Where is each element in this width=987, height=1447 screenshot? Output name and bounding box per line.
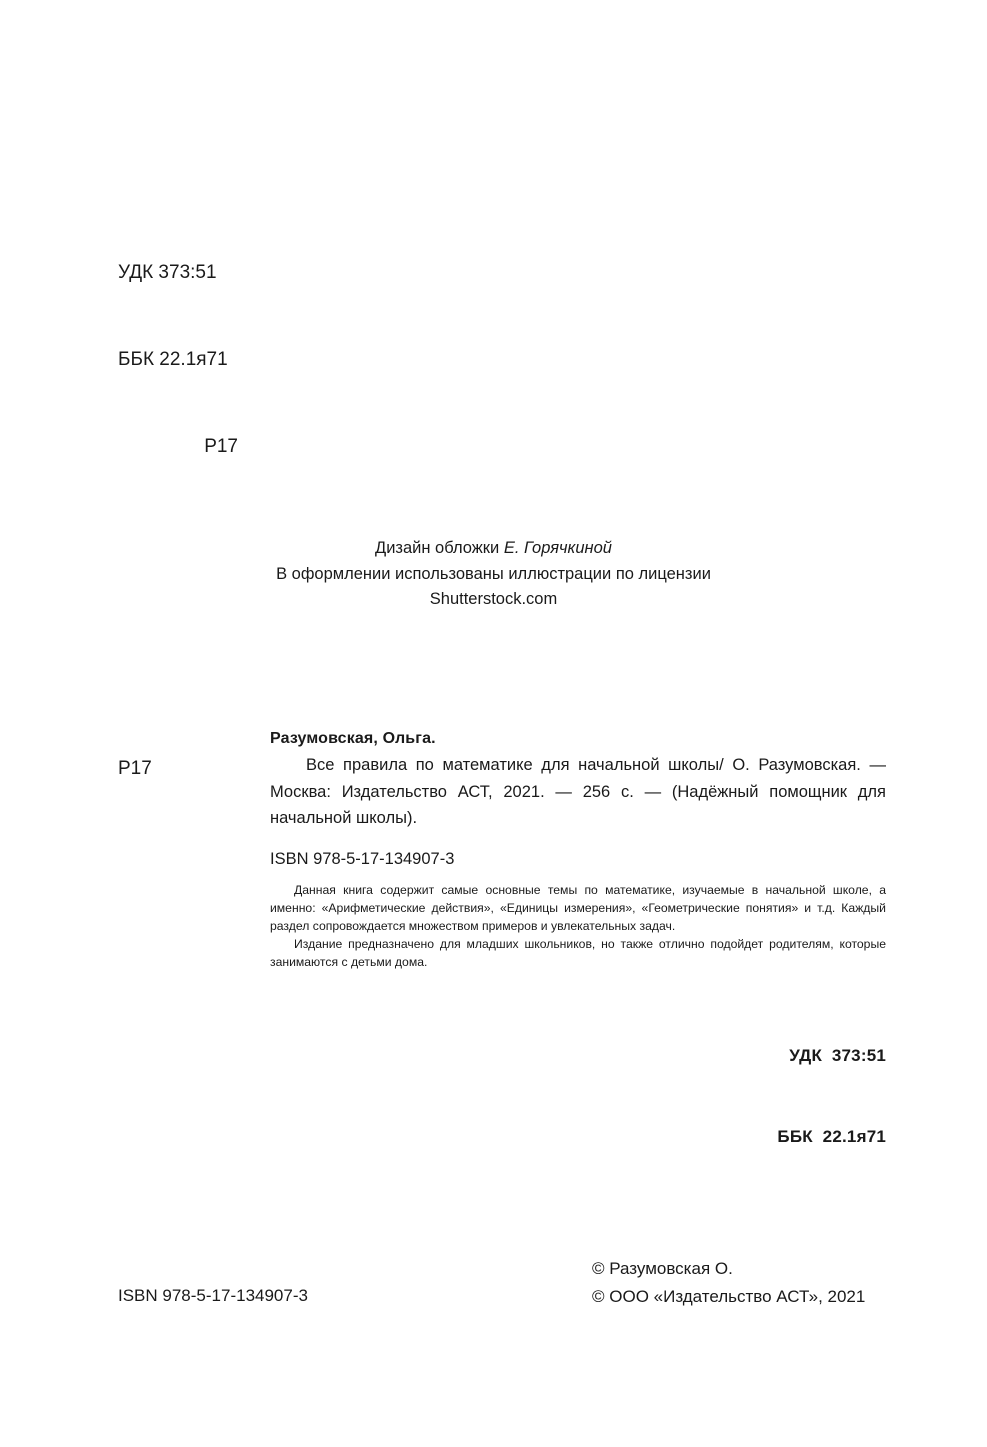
classification-codes-repeat-block: [560, 988, 886, 1204]
footer-isbn: ISBN 978-5-17-134907-3: [118, 1286, 308, 1305]
stock-source-line: Shutterstock.com: [429, 590, 558, 608]
bbk-code: ББК 22.1я71: [118, 349, 228, 370]
record-title-statement: Все правила по математике для начальной школы/ О. Разумовская. — Москва: Издательство АСТ, 2021. — 256 с. — (Надёжный помощник для начальной школы).: [270, 756, 886, 827]
copyright-author: © Разумовская О.: [592, 1259, 733, 1278]
record-isbn: ISBN 978-5-17-134907-3: [270, 849, 455, 868]
book-annotation: [270, 881, 886, 972]
record-side-code: Р17: [118, 758, 152, 779]
author-sign-code: Р17: [204, 436, 238, 457]
annotation-paragraph: Издание предназначено для младших школьников, но также отлично подойдет родителям, которые занимаются с детьми дома.: [270, 937, 886, 970]
cover-design-prefix: Дизайн обложки: [375, 539, 504, 557]
record-author: Разумовская, Ольга.: [270, 730, 436, 747]
annotation-paragraph: Данная книга содержит самые основные темы по математике, изучаемые в начальной школе, а именно: «Арифметические действия», «Единицы измерения», «Геометрические понятия» и т.д. Каждый раздел сопровождается множеством примеров и увлекательных задач.: [270, 882, 886, 933]
udk-code: УДК 373:51: [118, 262, 217, 283]
cover-designer-name: Е. Горячкиной: [503, 539, 612, 557]
classification-codes-block: [118, 200, 238, 519]
illustrations-license-line: В оформлении использованы иллюстрации по лицензии: [276, 564, 711, 583]
copyright-publisher: © ООО «Издательство АСТ», 2021: [592, 1287, 866, 1306]
bbk-code-repeat: ББК 22.1я71: [777, 1127, 886, 1146]
udk-code-repeat: УДК 373:51: [789, 1046, 886, 1065]
record-body: [270, 726, 886, 972]
cover-credits-block: [0, 536, 987, 613]
bibliographic-record: [118, 726, 886, 972]
footer-copyright-block: [592, 1255, 865, 1311]
cover-design-line: [0, 536, 987, 562]
